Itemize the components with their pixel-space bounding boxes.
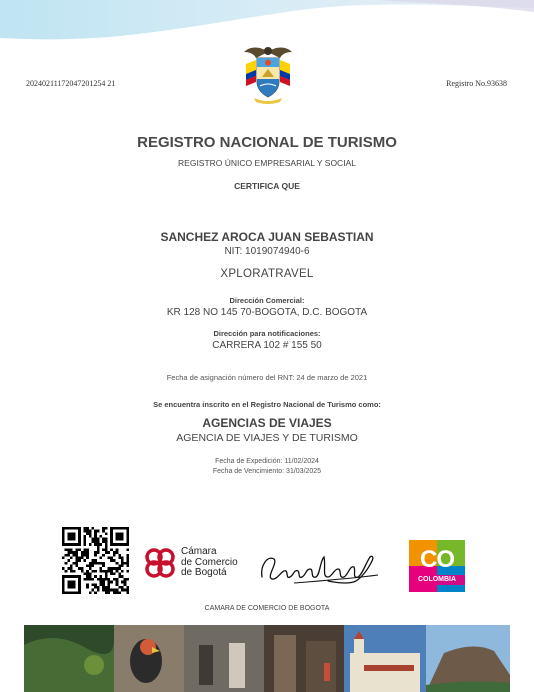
certificate-subtitle: REGISTRO ÚNICO EMPRESARIAL Y SOCIAL xyxy=(178,158,356,168)
registered-subcategory: AGENCIA DE VIAJES Y DE TURISMO xyxy=(176,432,358,444)
holder-name: SANCHEZ AROCA JUAN SEBASTIAN xyxy=(160,230,374,244)
certifies-heading: CERTIFICA QUE xyxy=(234,181,300,191)
ccb-mark-icon xyxy=(144,547,176,579)
tourism-photo-strip xyxy=(24,625,510,692)
registered-as-label: Se encuentra inscrito en el Registro Nacional de Turismo como: xyxy=(153,400,381,409)
commercial-address-label: Dirección Comercial: xyxy=(229,296,305,305)
coat-of-arms-icon xyxy=(242,42,294,104)
ccb-logo-line2: de Comercio xyxy=(181,556,238,568)
ccb-logo xyxy=(144,545,244,581)
top-decorative-band xyxy=(0,0,534,40)
co-logo-letters: CO xyxy=(420,546,454,573)
registered-category: AGENCIAS DE VIAJES xyxy=(202,416,332,430)
co-logo-word: COLOMBIA xyxy=(417,576,457,583)
commercial-name: XPLORATRAVEL xyxy=(220,268,314,280)
issuer-name: CAMARA DE COMERCIO DE BOGOTA xyxy=(204,605,330,612)
issue-date: Fecha de Expedición: 11/02/2024 xyxy=(215,458,319,465)
ccb-logo-line1: Cámara xyxy=(181,546,217,557)
qr-code-icon xyxy=(62,527,129,594)
certificate-title: REGISTRO NACIONAL DE TURISMO xyxy=(137,134,397,151)
holder-nit: NIT: 1019074940-6 xyxy=(224,246,310,257)
notification-address: CARRERA 102 # 155 50 xyxy=(212,340,322,351)
ccb-logo-line3: de Bogotá xyxy=(181,567,227,578)
rnt-assignment-date: Fecha de asignación número del RNT: 24 de marzo de 2021 xyxy=(166,373,368,382)
document-code: 20240211172047201254 21 xyxy=(26,79,116,88)
notification-address-label: Dirección para notificaciones: xyxy=(213,329,321,338)
commercial-address: KR 128 NO 145 70-BOGOTA, D.C. BOGOTA xyxy=(166,307,368,318)
expiry-date: Fecha de Vencimiento: 31/03/2025 xyxy=(212,468,322,475)
colombia-co-logo xyxy=(409,540,465,592)
signature-icon xyxy=(258,547,384,587)
registration-number: Registro No.93638 xyxy=(446,79,507,88)
